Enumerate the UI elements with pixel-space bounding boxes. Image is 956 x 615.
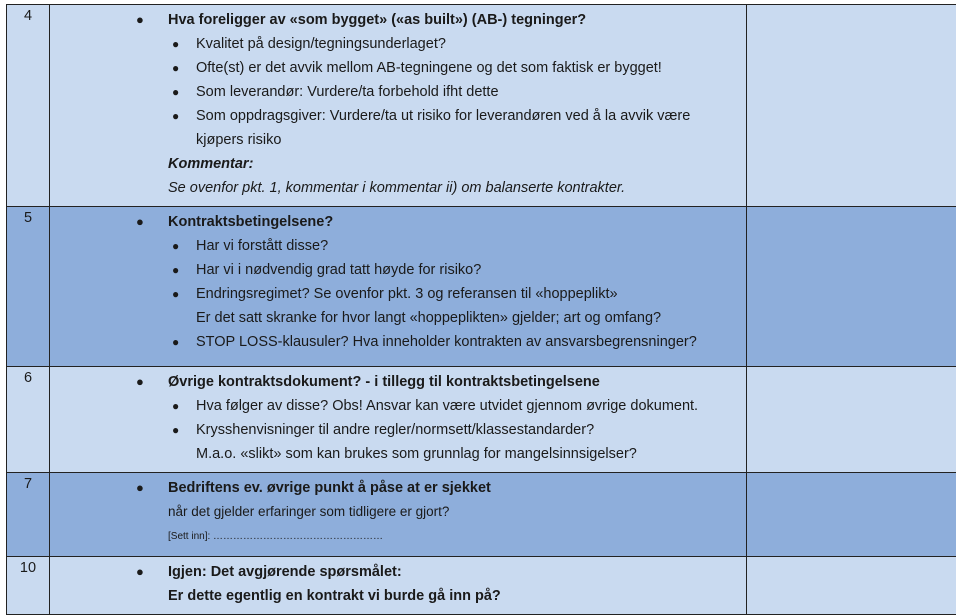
bullet-icon: ●	[172, 282, 179, 306]
bullet-icon: ●	[172, 32, 179, 56]
table-row	[7, 557, 956, 615]
bullet-icon: ●	[172, 234, 179, 258]
row-number: 10	[7, 557, 50, 615]
row-heading: ● Kontraktsbetingelsene?	[54, 210, 742, 234]
list-item: ● Som oppdragsgiver: Vurdere/ta ut risiko for leverandøren ved å la avvik være	[54, 104, 742, 128]
bullet-icon: ●	[172, 258, 179, 282]
bullet-icon: ●	[172, 80, 179, 104]
fill-in-line[interactable]: [Sett inn]: ……………………………………………	[54, 524, 742, 550]
row-content	[50, 473, 747, 557]
bullet-icon: ●	[172, 394, 179, 418]
list-item: ● Som leverandør: Vurdere/ta forbehold ifht dette	[54, 80, 742, 104]
comment-label: Kommentar:	[54, 152, 742, 176]
table-row	[7, 367, 956, 473]
row-subline: når det gjelder erfaringer som tidligere er gjort?	[54, 500, 742, 524]
table-row	[7, 473, 956, 557]
bullet-icon: ●	[136, 370, 144, 394]
comment-text: Se ovenfor pkt. 1, kommentar i kommentar ii) om balanserte kontrakter.	[54, 176, 742, 200]
table-row	[7, 207, 956, 367]
list-item: ● Kvalitet på design/tegningsunderlaget?	[54, 32, 742, 56]
list-item: ● Ofte(st) er det avvik mellom AB-tegningene og det som faktisk er bygget!	[54, 56, 742, 80]
list-item-continuation: Er det satt skranke for hvor langt «hoppeplikten» gjelder; art og omfang?	[54, 306, 742, 330]
row-number: 5	[7, 207, 50, 367]
bullet-icon: ●	[172, 56, 179, 80]
bullet-icon: ●	[172, 104, 179, 128]
row-number: 7	[7, 473, 50, 557]
row-content	[50, 557, 747, 615]
bullet-icon: ●	[136, 476, 144, 500]
bullet-icon: ●	[136, 210, 144, 234]
notes-cell[interactable]	[747, 367, 956, 473]
row-content	[50, 207, 747, 367]
row-subline: Er dette egentlig en kontrakt vi burde gå inn på?	[54, 584, 742, 608]
list-item-continuation: kjøpers risiko	[54, 128, 742, 152]
list-item: ● Endringsregimet? Se ovenfor pkt. 3 og referansen til «hoppeplikt»	[54, 282, 742, 306]
list-item: ● Har vi i nødvendig grad tatt høyde for risiko?	[54, 258, 742, 282]
list-item: ● Hva følger av disse? Obs! Ansvar kan være utvidet gjennom øvrige dokument.	[54, 394, 742, 418]
table-row	[7, 5, 956, 207]
notes-cell[interactable]	[747, 207, 956, 367]
row-heading: ● Hva foreligger av «som bygget» («as built») (AB-) tegninger?	[54, 8, 742, 32]
notes-cell[interactable]	[747, 473, 956, 557]
list-item: ● Krysshenvisninger til andre regler/normsett/klassestandarder?	[54, 418, 742, 442]
notes-cell[interactable]	[747, 557, 956, 615]
row-number: 4	[7, 5, 50, 207]
checklist-table	[6, 4, 956, 615]
row-content	[50, 5, 747, 207]
bullet-icon: ●	[136, 560, 144, 584]
list-item: ● Har vi forstått disse?	[54, 234, 742, 258]
bullet-icon: ●	[172, 418, 179, 442]
list-item-continuation: M.a.o. «slikt» som kan brukes som grunnlag for mangelsinnsigelser?	[54, 442, 742, 466]
notes-cell[interactable]	[747, 5, 956, 207]
row-number: 6	[7, 367, 50, 473]
list-item: ● STOP LOSS-klausuler? Hva inneholder kontrakten av ansvarsbegrensninger?	[54, 330, 742, 354]
row-heading: ● Bedriftens ev. øvrige punkt å påse at er sjekket	[54, 476, 742, 500]
bullet-icon: ●	[172, 330, 179, 354]
row-heading: ● Øvrige kontraktsdokument? - i tillegg til kontraktsbetingelsene	[54, 370, 742, 394]
row-content	[50, 367, 747, 473]
row-heading: ● Igjen: Det avgjørende spørsmålet:	[54, 560, 742, 584]
bullet-icon: ●	[136, 8, 144, 32]
